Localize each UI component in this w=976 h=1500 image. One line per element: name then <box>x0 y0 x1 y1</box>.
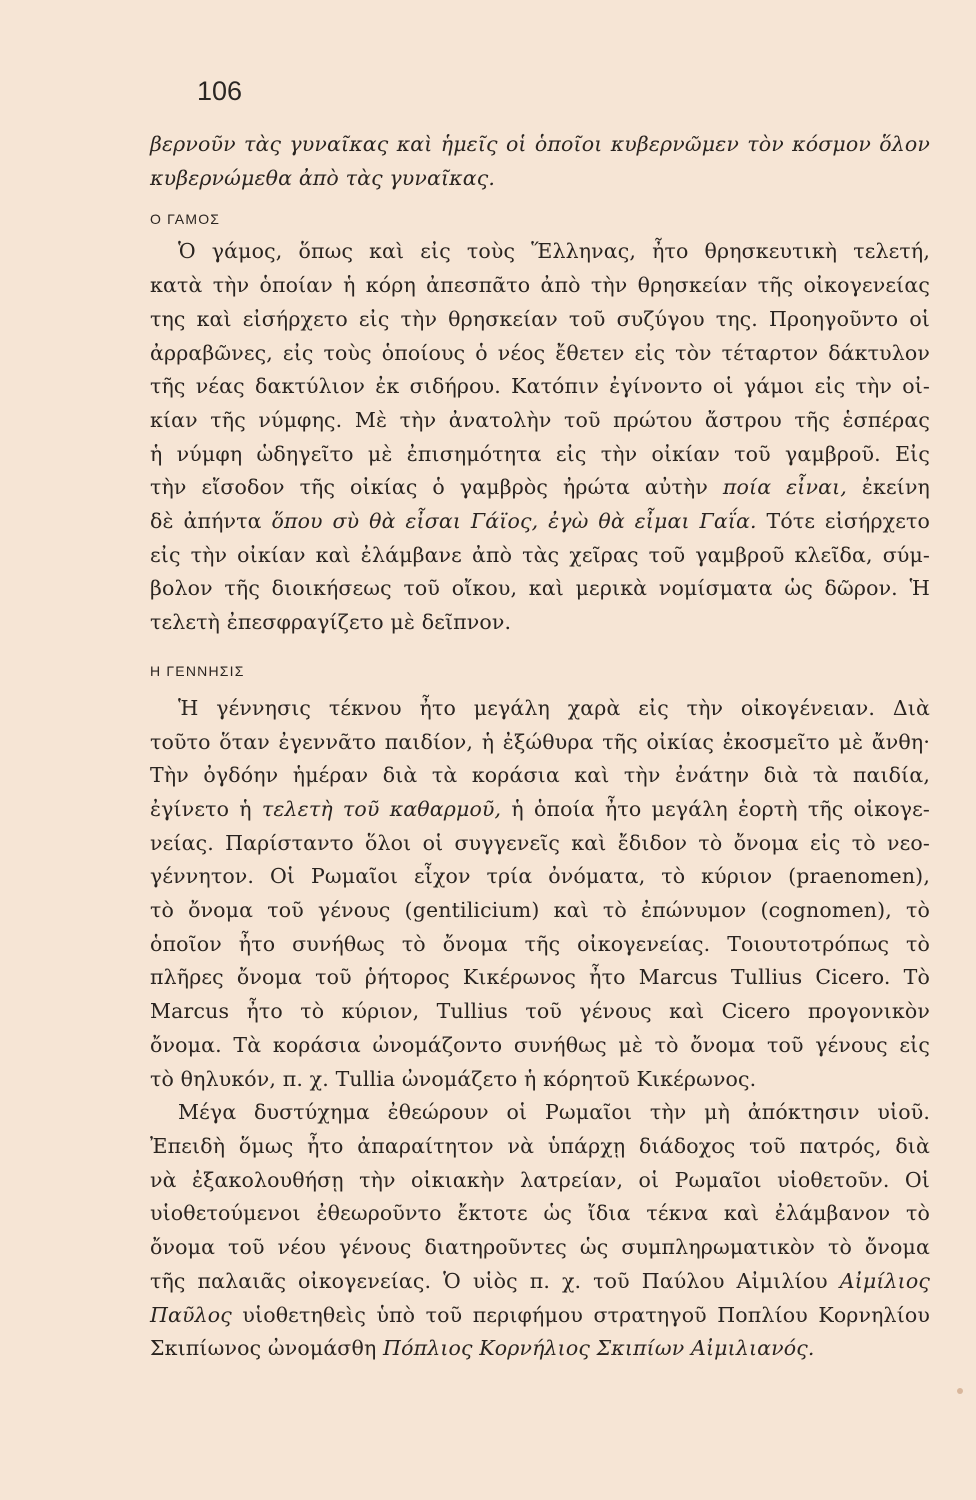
text-run: τὴν εἴσοδον τῆς οἰκίας ὁ γαμβρὸς ἠρώτα αὐτὴν <box>150 475 723 500</box>
page-number: 106 <box>197 76 243 106</box>
paragraph-line: Ἡ γέννησις τέκνου ἦτο μεγάλη χαρὰ εἰς τὴν οἰκογένειαν. Διὰ <box>178 695 930 720</box>
section-heading-birth: Η ΓΕΝΝΗΣΙΣ <box>150 662 245 679</box>
paragraph-line: τῆς νέας δακτύλιον ἐκ σιδήρου. Κατόπιν ἐγίνοντο οἱ γάμοι εἰς τὴν οἰ- <box>150 374 930 399</box>
italic-quote: ὅπου σὺ θὰ εἶσαι Γάϊος, ἐγὼ θὰ εἶμαι Γαΐα. <box>271 509 757 534</box>
paragraph-line: Marcus ἦτο τὸ κύριον, Tullius τοῦ γένους καὶ Cicero προγονικὸν <box>150 999 930 1024</box>
paragraph-line <box>150 1265 930 1299</box>
paragraph-line <box>150 505 930 539</box>
paragraph-line: τὸ θηλυκόν, π. χ. Tullia ὠνομάζετο ἡ κόρητοῦ Κικέρωνος. <box>150 1066 757 1091</box>
paragraph-line: τοῦτο ὅταν ἐγεννᾶτο παιδίον, ἡ ἐξώθυρα τῆς οἰκίας ἐκοσμεῖτο μὲ ἄνθη· <box>150 729 930 754</box>
paragraph-line: νὰ ἐξακολουθήσῃ τὴν οἰκιακὴν λατρείαν, οἱ Ρωμαῖοι υἱοθετοῦν. Οἱ <box>150 1167 930 1192</box>
text-run: Τότε εἰσήρχετο <box>756 509 930 534</box>
text-run: δὲ ἀπήντα <box>150 509 272 534</box>
paragraph-line: Ἐπειδὴ ὅμως ἦτο ἀπαραίτητον νὰ ὑπάρχῃ διάδοχος τοῦ πατρός, διὰ <box>150 1133 930 1158</box>
paragraph-line: εἰς τὴν οἰκίαν καὶ ἐλάμβανε ἀπὸ τὰς χεῖρας τοῦ γαμβροῦ κλεῖδα, σύμ- <box>150 542 930 567</box>
text-run: ἐκείνη <box>846 475 930 500</box>
italic-name: Παῦλος <box>150 1302 232 1327</box>
paragraph-line: ὄνομα τοῦ νέου γένους διατηροῦντες ὡς συμπληρωματικὸν τὸ ὄνομα <box>150 1235 930 1260</box>
section-heading-marriage: Ο ΓΑΜΟΣ <box>150 211 221 228</box>
paragraph-line: ὁποῖον ἦτο συνήθως τὸ ὄνομα τῆς οἰκογενείας. Τοιουτοτρόπως τὸ <box>150 931 930 956</box>
italic-name: Αἰμίλιος <box>839 1268 930 1293</box>
paragraph-line <box>150 1332 930 1366</box>
text-run: υἱοθετηθεὶς ὑπὸ τοῦ περιφήμου στρατηγοῦ Ποπλίου Κορνηλίου <box>231 1302 930 1327</box>
paragraph-line: γέννητον. Οἱ Ρωμαῖοι εἶχον τρία ὀνόματα, τὸ κύριον (praenomen), <box>150 864 930 889</box>
paragraph-line: Ὁ γάμος, ὅπως καὶ εἰς τοὺς Ἕλληνας, ἦτο θρησκευτικὴ τελετή, <box>178 239 930 264</box>
paragraph-line: νείας. Παρίσταντο ὅλοι οἱ συγγενεῖς καὶ ἔδιδον τὸ ὄνομα εἰς τὸ νεο- <box>150 830 930 855</box>
paragraph-line <box>150 471 930 505</box>
paragraph-line: ὄνομα. Τὰ κοράσια ὠνομάζοντο συνήθως μὲ τὸ ὄνομα τοῦ γένους εἰς <box>150 1032 930 1057</box>
paragraph-line: βολον τῆς διοικήσεως τοῦ οἴκου, καὶ μερικὰ νομίσματα ὡς δῶρον. Ἡ <box>150 576 930 601</box>
paragraph-line: πλῆρες ὄνομα τοῦ ῥήτορος Κικέρωνος ἦτο Marcus Tullius Cicero. Τὸ <box>150 965 930 990</box>
text-run: ἡ ὁποία ἦτο μεγάλη ἑορτὴ τῆς οἰκογε- <box>501 796 930 821</box>
paragraph-line: κατὰ τὴν ὁποίαν ἡ κόρη ἀπεσπᾶτο ἀπὸ τὴν θρησκείαν τῆς οἰκογενείας <box>150 273 930 298</box>
paragraph-line: Μέγα δυστύχημα ἐθεώρουν οἱ Ρωμαῖοι τὴν μὴ ἀπόκτησιν υἱοῦ. <box>178 1100 930 1125</box>
text-run: τῆς παλαιᾶς οἰκογενείας. Ὁ υἱὸς π. χ. τοῦ Παύλου Αἰμιλίου <box>150 1268 840 1293</box>
paragraph-line: της καὶ εἰσήρχετο εἰς τὴν θρησκείαν τοῦ συζύγου της. Προηγοῦντο οἱ <box>150 306 930 331</box>
paragraph-line: κίαν τῆς νύμφης. Μὲ τὴν ἀνατολὴν τοῦ πρώτου ἄστρου τῆς ἑσπέρας <box>150 407 930 432</box>
text-run: Σκιπίωνος ὠνομάσθη <box>150 1336 384 1361</box>
paragraph-line: ἡ νύμφη ὡδηγεῖτο μὲ ἐπισημότητα εἰς τὴν οἰκίαν τοῦ γαμβροῦ. Εἰς <box>150 441 930 466</box>
italic-term: τελετὴ τοῦ καθαρμοῦ, <box>261 796 502 821</box>
paragraph-line: ἀρραβῶνες, εἰς τοὺς ὁποίους ὁ νέος ἔθετεν εἰς τὸν τέταρτον δάκτυλον <box>150 340 930 365</box>
italic-name: Πόπλιος Κορνήλιος Σκιπίων Αἰμιλιανός. <box>383 1336 815 1361</box>
page-text <box>150 128 930 1366</box>
paragraph-line <box>150 793 930 827</box>
opening-line: κυβερνώμεθα ἀπὸ τὰς γυναῖκας. <box>150 165 496 190</box>
paper-spot <box>957 1388 963 1394</box>
paragraph-line: Τὴν ὀγδόην ἡμέραν διὰ τὰ κοράσια καὶ τὴν ἐνάτην διὰ τὰ παιδία, <box>150 763 930 788</box>
opening-line: βερνοῦν τὰς γυναῖκας καὶ ἡμεῖς οἱ ὁποῖοι κυβερνῶμεν τὸν κόσμον ὅλον <box>150 132 930 156</box>
paragraph-line <box>150 1299 930 1333</box>
paragraph-line: τὸ ὄνομα τοῦ γένους (gentilicium) καὶ τὸ ἐπώνυμον (cognomen), τὸ <box>150 898 930 923</box>
paragraph-line: τελετὴ ἐπεσφραγίζετο μὲ δεῖπνον. <box>150 610 512 635</box>
italic-quote: ποία εἶναι, <box>722 475 847 500</box>
paragraph-line: υἱοθετούμενοι ἐθεωροῦντο ἔκτοτε ὡς ἴδια τέκνα καὶ ἐλάμβανον τὸ <box>150 1201 930 1226</box>
text-run: ἐγίνετο ἡ <box>150 796 262 821</box>
